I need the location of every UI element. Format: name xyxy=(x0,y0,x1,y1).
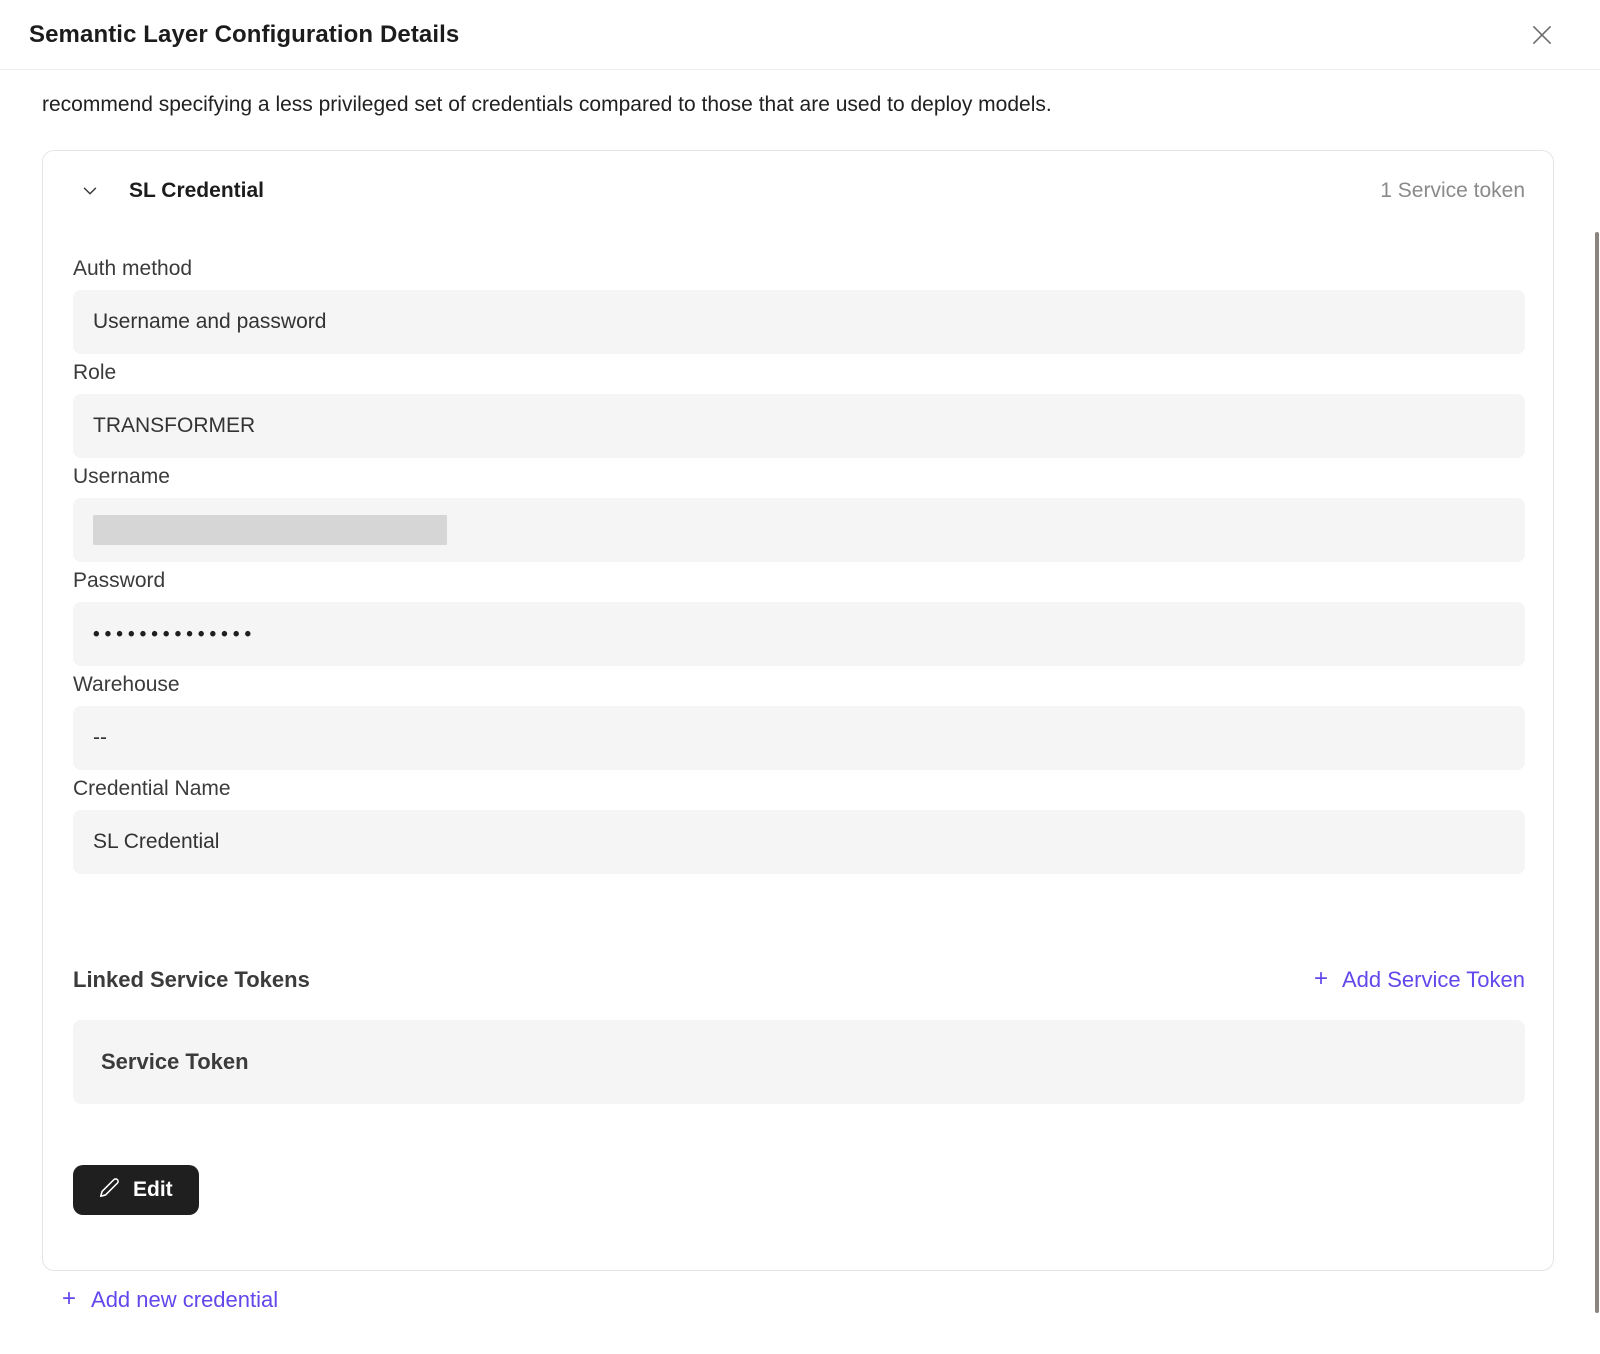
password-label: Password xyxy=(73,569,166,592)
warehouse-value: -- xyxy=(73,706,1525,770)
chevron-down-icon[interactable] xyxy=(79,180,101,202)
password-value xyxy=(73,602,1525,666)
close-icon xyxy=(1528,37,1556,52)
edit-button[interactable] xyxy=(73,1165,199,1215)
plus-icon: + xyxy=(62,1285,77,1312)
auth-method-label: Auth method xyxy=(73,257,193,280)
role-field xyxy=(73,361,1525,458)
add-new-credential-label: Add new credential xyxy=(91,1287,279,1312)
role-value: TRANSFORMER xyxy=(73,394,1525,458)
service-token-row: Service Token xyxy=(73,1020,1525,1104)
linked-service-tokens-title: Linked Service Tokens xyxy=(73,967,310,992)
password-field xyxy=(73,569,1525,666)
credential-name-label: Credential Name xyxy=(73,777,231,800)
vertical-scrollbar-thumb[interactable] xyxy=(1595,232,1599,1313)
pencil-icon xyxy=(99,1177,120,1204)
footer xyxy=(62,1286,1600,1314)
username-redaction-bar xyxy=(93,515,447,545)
credential-card-header xyxy=(73,179,1525,203)
warehouse-field xyxy=(73,673,1525,770)
service-token-count: 1 Service token xyxy=(1380,179,1525,202)
modal-title: Semantic Layer Configuration Details xyxy=(29,20,460,48)
username-label: Username xyxy=(73,465,170,488)
linked-service-tokens-row xyxy=(73,966,1525,994)
auth-method-field xyxy=(73,257,1525,354)
credential-name-field xyxy=(73,777,1525,874)
role-label: Role xyxy=(73,361,117,384)
auth-method-value: Username and password xyxy=(73,290,1525,354)
add-service-token-label: Add Service Token xyxy=(1341,967,1525,992)
warehouse-label: Warehouse xyxy=(73,673,180,696)
add-service-token-button[interactable] xyxy=(1314,966,1525,994)
credential-fields xyxy=(73,257,1525,874)
credential-card xyxy=(42,150,1554,1271)
credential-title: SL Credential xyxy=(129,179,264,202)
close-button[interactable] xyxy=(1524,17,1560,53)
add-new-credential-button[interactable] xyxy=(62,1286,278,1314)
plus-icon: + xyxy=(1313,965,1328,992)
username-value xyxy=(73,498,1525,562)
intro-text: recommend specifying a less privileged set of credentials compared to those that are used to deploy models. xyxy=(42,93,1052,116)
username-field xyxy=(73,465,1525,562)
password-masked-dots: •••••••••••••• xyxy=(93,624,257,645)
modal-header xyxy=(0,0,1600,70)
credential-name-value: SL Credential xyxy=(73,810,1525,874)
edit-button-label: Edit xyxy=(133,1178,173,1201)
